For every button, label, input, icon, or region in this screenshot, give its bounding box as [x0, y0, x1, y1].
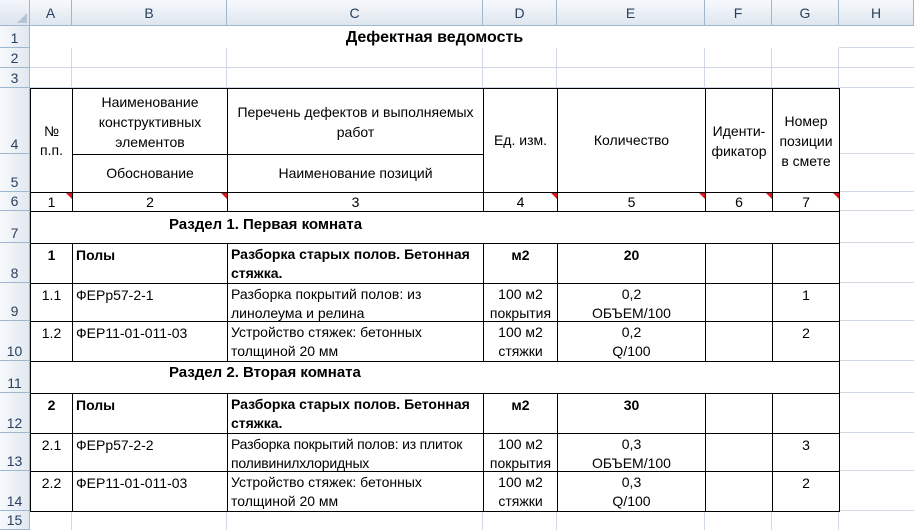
- header-positions[interactable]: Наименование позиций: [227, 154, 484, 193]
- column-header-d[interactable]: D: [483, 0, 557, 26]
- item-name[interactable]: Разборка покрытий полов: из линолеума и релина: [227, 283, 484, 322]
- gridline: [839, 392, 914, 393]
- gridline: [839, 320, 914, 321]
- item-basis[interactable]: ФЕРр57-2-2: [72, 433, 228, 472]
- row-header-8[interactable]: 8: [0, 243, 30, 283]
- gridline: [30, 67, 914, 68]
- gridline: [839, 432, 914, 433]
- item-qty[interactable]: [557, 433, 706, 472]
- item-qty[interactable]: [557, 321, 706, 362]
- header-defects-text: Перечень дефектов и выполняемых работ: [237, 103, 474, 140]
- header-ident[interactable]: [705, 88, 773, 193]
- select-all-corner[interactable]: [0, 0, 30, 26]
- item-basis[interactable]: ФЕР11-01-011-03: [72, 471, 228, 512]
- header-basis[interactable]: Обоснование: [72, 154, 228, 193]
- row-header-5[interactable]: 5: [0, 154, 30, 192]
- row-header-13[interactable]: 13: [0, 433, 30, 471]
- gridline: [839, 210, 914, 211]
- gridline: [839, 282, 914, 283]
- item-qty-formula: Q/100: [612, 493, 651, 509]
- index-text: 3: [351, 193, 360, 210]
- group-pos[interactable]: [772, 393, 840, 434]
- group-element[interactable]: Полы: [72, 393, 228, 434]
- row-header-11[interactable]: 11: [0, 361, 30, 393]
- item-unit[interactable]: 100 м2 стяжки: [483, 471, 558, 512]
- gridline: [839, 191, 914, 192]
- group-work[interactable]: Разборка старых полов. Бетонная стяжка.: [227, 393, 484, 434]
- header-num-text: № п.п.: [40, 122, 63, 158]
- section-title[interactable]: Раздел 2. Вторая комната: [30, 361, 840, 394]
- column-header-c[interactable]: C: [227, 0, 483, 26]
- index-text: 5: [627, 193, 636, 210]
- item-name[interactable]: Устройство стяжек: бетонных толщиной 20 мм: [227, 471, 484, 512]
- index-text: 6: [735, 193, 743, 210]
- comment-marker-icon: [833, 193, 839, 199]
- item-ident[interactable]: [705, 471, 773, 512]
- item-name[interactable]: Разборка покрытий полов: из плиток поливинилхлоридных: [227, 433, 484, 472]
- index-cell[interactable]: [772, 192, 840, 212]
- column-header-a[interactable]: A: [30, 0, 72, 26]
- column-header-e[interactable]: E: [557, 0, 705, 26]
- item-ident[interactable]: [705, 433, 773, 472]
- row-header-7[interactable]: 7: [0, 211, 30, 243]
- item-basis[interactable]: ФЕРр57-2-1: [72, 283, 228, 322]
- item-qty-formula: ОБЪЕМ/100: [592, 305, 671, 321]
- group-pos[interactable]: [772, 243, 840, 284]
- item-unit[interactable]: 100 м2 стяжки: [483, 321, 558, 362]
- section-title[interactable]: Раздел 1. Первая комната: [30, 211, 840, 244]
- index-cell[interactable]: [705, 192, 773, 212]
- item-ident[interactable]: [705, 283, 773, 322]
- group-element[interactable]: Полы: [72, 243, 228, 284]
- index-cell[interactable]: [483, 192, 558, 212]
- row-header-2[interactable]: 2: [0, 48, 30, 68]
- group-ident[interactable]: [705, 243, 773, 284]
- row-header-10[interactable]: 10: [0, 321, 30, 361]
- index-cell[interactable]: [30, 192, 73, 212]
- gridline: [839, 470, 914, 471]
- group-ident[interactable]: [705, 393, 773, 434]
- header-num[interactable]: [30, 88, 73, 193]
- item-basis[interactable]: ФЕР11-01-011-03: [72, 321, 228, 362]
- item-num[interactable]: 2.2: [30, 471, 73, 512]
- gridline: [839, 242, 914, 243]
- header-position-no-text: Номер позиции в смете: [779, 112, 833, 169]
- item-qty-value: 0,2: [621, 286, 642, 302]
- item-pos[interactable]: 2: [772, 321, 840, 362]
- index-cell[interactable]: [227, 192, 484, 212]
- gridline: [839, 153, 914, 154]
- item-num[interactable]: 2.1: [30, 433, 73, 472]
- item-qty-formula: Q/100: [612, 343, 651, 359]
- header-defects[interactable]: [227, 88, 484, 155]
- header-unit[interactable]: Ед. изм.: [483, 88, 558, 193]
- row-header-15[interactable]: 15: [0, 511, 30, 530]
- row-header-12[interactable]: 12: [0, 393, 30, 433]
- group-qty[interactable]: 30: [557, 393, 706, 434]
- item-unit[interactable]: 100 м2 покрытия: [483, 433, 558, 472]
- index-text: 2: [146, 193, 154, 210]
- item-qty-value: 0,3: [621, 474, 642, 490]
- item-pos[interactable]: 2: [772, 471, 840, 512]
- header-elements-text: Наименование конструктивных элементов: [98, 93, 202, 150]
- column-header-b[interactable]: B: [72, 0, 227, 26]
- item-unit[interactable]: 100 м2 покрытия: [483, 283, 558, 322]
- header-position-no[interactable]: [772, 88, 840, 193]
- sheet-title[interactable]: Дефектная ведомость: [30, 26, 839, 48]
- group-unit[interactable]: м2: [483, 393, 558, 434]
- item-qty-formula: ОБЪЕМ/100: [592, 455, 671, 471]
- item-pos[interactable]: 3: [772, 433, 840, 472]
- header-ident-text: Иденти-фикатор: [711, 122, 767, 159]
- item-qty-value: 0,3: [621, 436, 642, 452]
- column-header-f[interactable]: F: [705, 0, 772, 26]
- select-all-icon: [17, 13, 27, 23]
- index-text: 1: [47, 193, 56, 210]
- group-num[interactable]: 2: [30, 393, 73, 434]
- item-num[interactable]: 1.1: [30, 283, 73, 322]
- row-header-9[interactable]: 9: [0, 283, 30, 321]
- item-qty[interactable]: [557, 283, 706, 322]
- header-elements[interactable]: [72, 88, 228, 155]
- index-text: 7: [802, 193, 810, 210]
- index-text: 4: [516, 193, 525, 210]
- row-header-6[interactable]: 6: [0, 192, 30, 211]
- item-num[interactable]: 1.2: [30, 321, 73, 362]
- item-qty[interactable]: [557, 471, 706, 512]
- row-header-4[interactable]: 4: [0, 88, 30, 154]
- item-ident[interactable]: [705, 321, 773, 362]
- item-name[interactable]: Устройство стяжек: бетонных толщиной 20 мм: [227, 321, 484, 362]
- index-cell[interactable]: [72, 192, 228, 212]
- gridline: [839, 360, 914, 361]
- group-qty[interactable]: 20: [557, 243, 706, 284]
- row-header-3[interactable]: 3: [0, 68, 30, 88]
- item-qty-value: 0,2: [621, 324, 642, 340]
- header-qty[interactable]: Количество: [557, 88, 706, 193]
- column-header-g[interactable]: G: [772, 0, 839, 26]
- row-header-14[interactable]: 14: [0, 471, 30, 511]
- group-unit[interactable]: м2: [483, 243, 558, 284]
- row-header-1[interactable]: 1: [0, 26, 30, 48]
- group-work[interactable]: Разборка старых полов. Бетонная стяжка.: [227, 243, 484, 284]
- group-num[interactable]: 1: [30, 243, 73, 284]
- column-header-h[interactable]: H: [839, 0, 914, 26]
- index-cell[interactable]: [557, 192, 706, 212]
- item-pos[interactable]: 1: [772, 283, 840, 322]
